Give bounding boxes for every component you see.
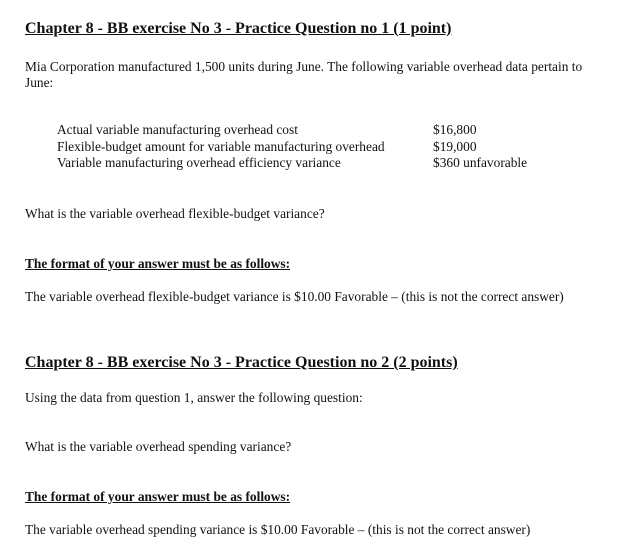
- table-row: [57, 122, 527, 139]
- row-value: $16,800: [433, 122, 477, 137]
- q1-intro: Mia Corporation manufactured 1,500 units during June. The following variable overhead data pertain to June:: [25, 59, 583, 90]
- q1-format-heading: The format of your answer must be as follows:: [25, 256, 291, 271]
- q2-heading: Chapter 8 - BB exercise No 3 - Practice Question no 2 (2 points): [25, 354, 458, 371]
- overhead-data-table: [57, 122, 527, 172]
- table-row: [57, 155, 527, 172]
- row-value: $360 unfavorable: [433, 155, 528, 170]
- q1-heading: Chapter 8 - BB exercise No 3 - Practice Question no 1 (1 point): [25, 20, 452, 37]
- row-label: Flexible-budget amount for variable manufacturing overhead: [57, 138, 385, 154]
- q2-intro: Using the data from question 1, answer the following question:: [25, 390, 363, 405]
- q2-format-heading: The format of your answer must be as follows:: [25, 489, 291, 504]
- row-label: Actual variable manufacturing overhead cost: [57, 122, 298, 137]
- q1-question: What is the variable overhead flexible-budget variance?: [25, 206, 325, 221]
- table-row: [57, 139, 527, 156]
- row-label: Variable manufacturing overhead efficiency variance: [57, 155, 341, 170]
- q1-format-example: The variable overhead flexible-budget variance is $10.00 Favorable – (this is not the correct answer): [25, 289, 564, 304]
- row-value: $19,000: [433, 138, 477, 154]
- q2-format-example: The variable overhead spending variance is $10.00 Favorable – (this is not the correct answer): [25, 522, 531, 537]
- q2-question: What is the variable overhead spending variance?: [25, 439, 292, 454]
